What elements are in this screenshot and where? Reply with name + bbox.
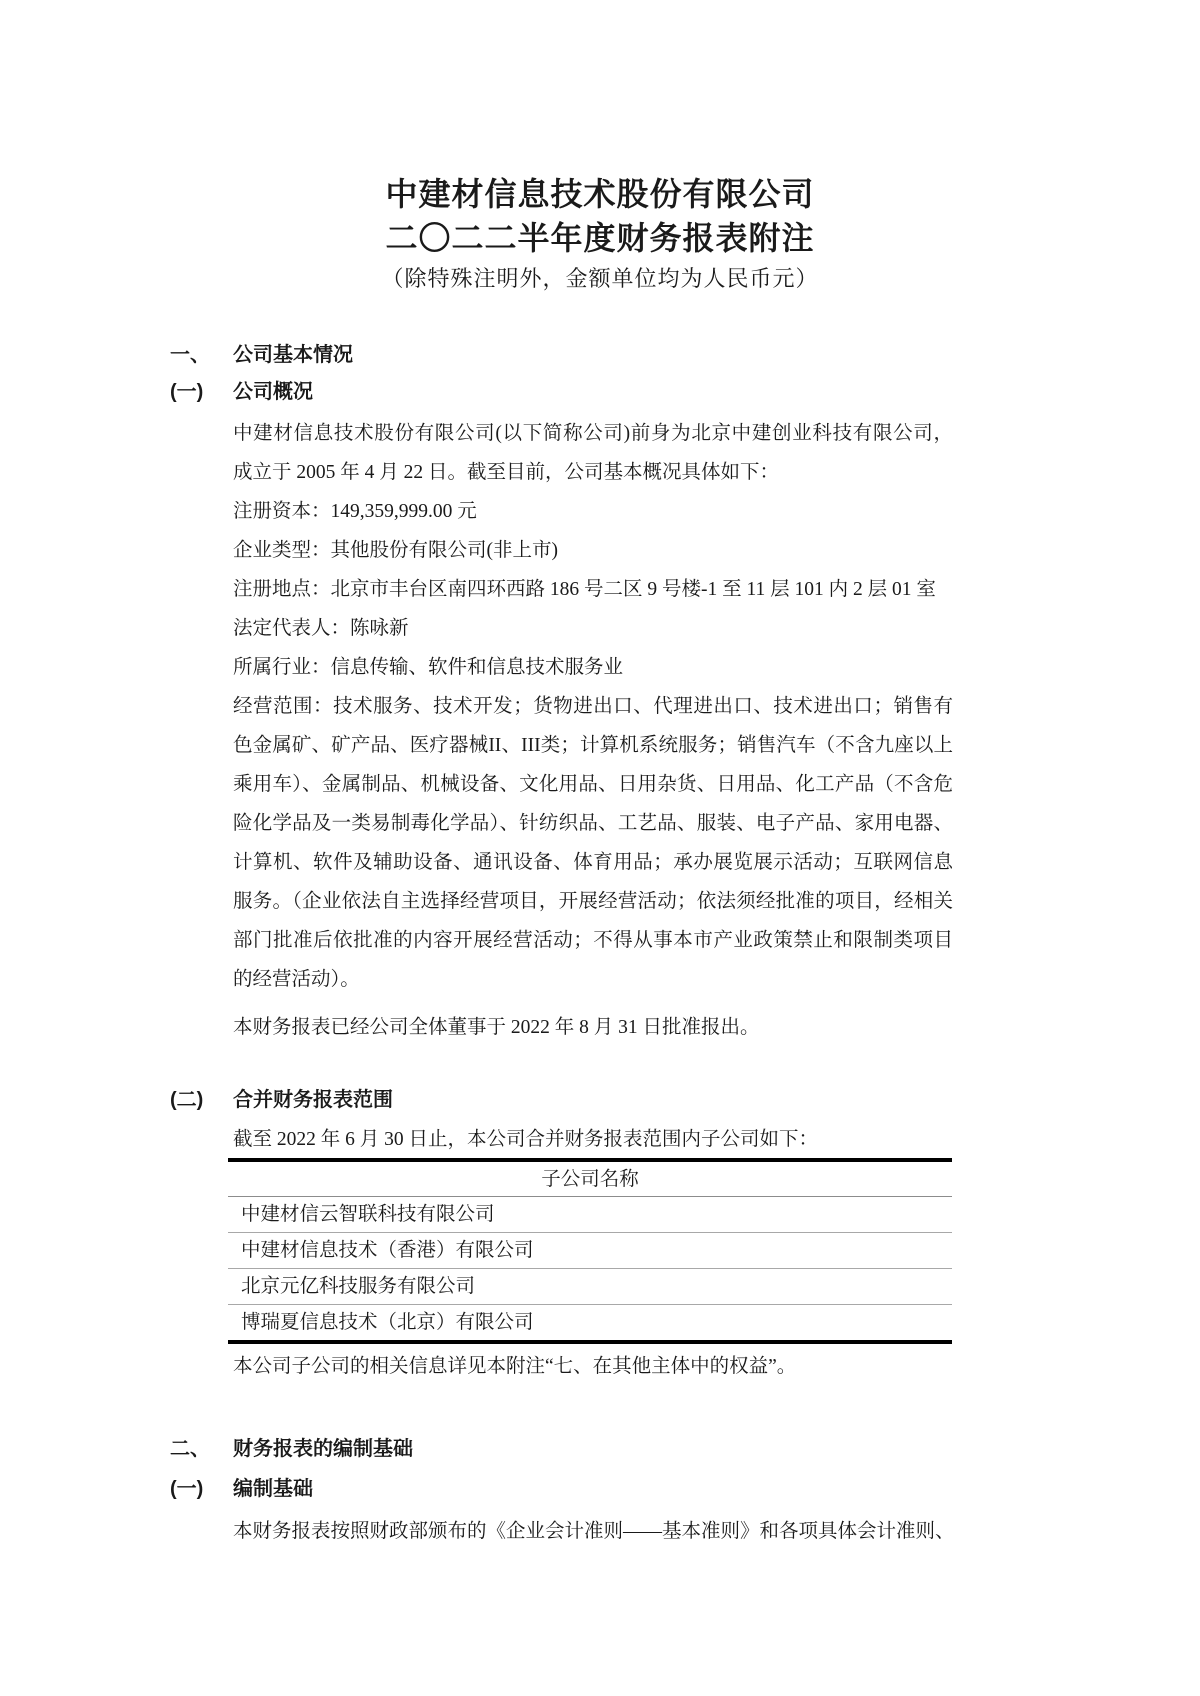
subsidiaries-table-header-row bbox=[228, 1160, 952, 1197]
business-scope-line: 险化学品及一类易制毒化学品）、针纺织品、工艺品、服装、电子产品、家用电器、 bbox=[233, 813, 953, 834]
approval-statement: 本财务报表已经公司全体董事于 2022 年 8 月 31 日批准报出。 bbox=[233, 1017, 760, 1038]
title-block bbox=[0, 172, 1200, 297]
section-1-heading bbox=[170, 342, 953, 369]
subsidiaries-reference-note: 本公司子公司的相关信息详见本附注“七、在其他主体中的权益”。 bbox=[233, 1356, 797, 1377]
section-1-2-heading bbox=[170, 1087, 953, 1114]
business-scope-line: 部门批准后依批准的内容开展经营活动；不得从事本市产业政策禁止和限制类项目 bbox=[233, 930, 953, 951]
enterprise-type-line: 企业类型：其他股份有限公司(非上市) bbox=[233, 540, 558, 561]
section-1-1-number: (一) bbox=[170, 381, 204, 403]
industry-line: 所属行业：信息传输、软件和信息技术服务业 bbox=[233, 657, 624, 678]
section-2-title: 财务报表的编制基础 bbox=[233, 1438, 413, 1460]
subsidiaries-table bbox=[228, 1158, 952, 1344]
doc-title-line1: 中建材信息技术股份有限公司 bbox=[385, 176, 815, 212]
table-row bbox=[228, 1305, 952, 1343]
section-2-1-title: 编制基础 bbox=[233, 1478, 313, 1500]
table-row bbox=[228, 1269, 952, 1305]
subsidiary-name-cell: 中建材信息技术（香港）有限公司 bbox=[228, 1233, 952, 1269]
business-scope-line: 乘用车）、金属制品、机械设备、文化用品、日用杂货、日用品、化工产品（不含危 bbox=[233, 774, 953, 795]
business-scope-line: 服务。（企业依法自主选择经营项目，开展经营活动；依法须经批准的项目，经相关 bbox=[233, 891, 953, 912]
subsidiary-name-cell: 北京元亿科技服务有限公司 bbox=[228, 1269, 952, 1305]
section-1-number: 一、 bbox=[170, 344, 210, 366]
section-2-1-heading bbox=[170, 1476, 953, 1503]
subsidiary-name-cell: 博瑞夏信息技术（北京）有限公司 bbox=[241, 1311, 534, 1333]
preparation-basis-line: 本财务报表按照财政部颁布的《企业会计准则——基本准则》和各项具体会计准则、 bbox=[233, 1521, 955, 1542]
section-2-1-number: (一) bbox=[170, 1478, 204, 1500]
overview-line: 中建材信息技术股份有限公司(以下简称公司)前身为北京中建创业科技有限公司， bbox=[233, 423, 953, 444]
doc-subtitle: （除特殊注明外，金额单位均为人民币元） bbox=[381, 266, 819, 291]
business-scope-line: 经营范围：技术服务、技术开发；货物进出口、代理进出口、技术进出口；销售有 bbox=[233, 696, 953, 717]
overview-line: 成立于 2005 年 4 月 22 日。截至目前，公司基本概况具体如下： bbox=[233, 462, 780, 483]
table-row bbox=[228, 1197, 952, 1233]
section-1-1-title: 公司概况 bbox=[233, 381, 313, 403]
business-scope-line: 色金属矿、矿产品、医疗器械II、III类；计算机系统服务；销售汽车（不含九座以上 bbox=[233, 735, 954, 756]
doc-title-line2: 二〇二二半年度财务报表附注 bbox=[385, 220, 815, 256]
consolidation-intro: 截至 2022 年 6 月 30 日止，本公司合并财务报表范围内子公司如下： bbox=[233, 1129, 819, 1150]
section-1-1-heading bbox=[170, 379, 953, 406]
subsidiary-name-column-header: 子公司名称 bbox=[228, 1160, 952, 1197]
company-overview-paragraph bbox=[233, 414, 953, 1047]
section-1-2-number: (二) bbox=[170, 1089, 204, 1111]
section-1-title: 公司基本情况 bbox=[233, 344, 353, 366]
business-scope-line: 的经营活动）。 bbox=[233, 969, 360, 990]
section-2-heading bbox=[170, 1436, 953, 1463]
business-scope-line: 计算机、软件及辅助设备、通讯设备、体育用品；承办展览展示活动；互联网信息 bbox=[233, 852, 953, 873]
section-1-2-title: 合并财务报表范围 bbox=[233, 1089, 393, 1111]
table-row bbox=[228, 1233, 952, 1269]
registered-capital-line: 注册资本：149,359,999.00 元 bbox=[233, 501, 477, 522]
registered-address-line: 注册地点：北京市丰台区南四环西路 186 号二区 9 号楼-1 至 11 层 101 内 2 层 01 室 bbox=[233, 579, 936, 600]
subsidiary-name-cell: 中建材信云智联科技有限公司 bbox=[228, 1197, 952, 1233]
section-2-number: 二、 bbox=[170, 1438, 210, 1460]
legal-representative-line: 法定代表人：陈咏新 bbox=[233, 618, 409, 639]
